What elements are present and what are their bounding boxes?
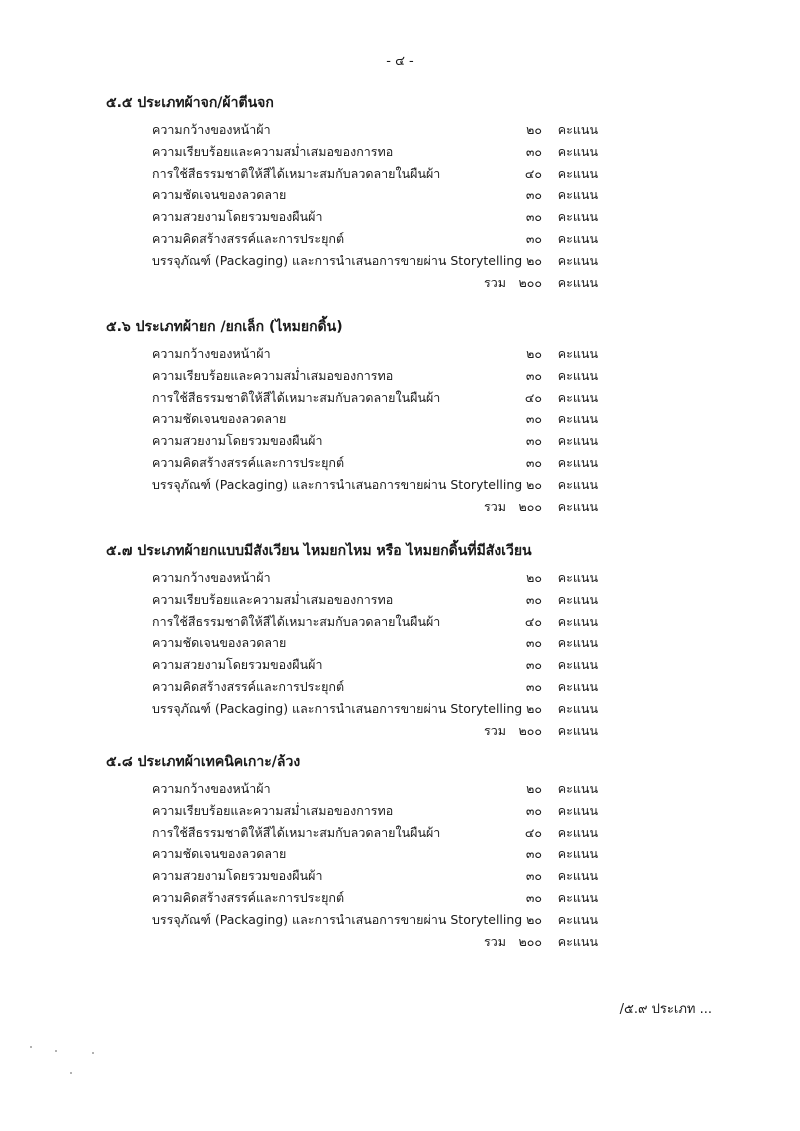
criteria-label: ความคิดสร้างสรรค์และการประยุกต์ bbox=[152, 679, 345, 694]
criteria-row bbox=[152, 164, 598, 184]
criteria-label: ความคิดสร้างสรรค์และการประยุกต์ bbox=[152, 231, 345, 246]
criteria-label: การใช้สีธรรมชาติให้สีได้เหมาะสมกับลวดลายในผืนผ้า bbox=[152, 613, 441, 629]
criteria-score: ๒๐ bbox=[526, 781, 542, 796]
criteria-unit: คะแนน bbox=[557, 802, 598, 818]
criteria-row bbox=[152, 801, 598, 821]
total-label: รวม bbox=[484, 498, 506, 514]
criteria-row bbox=[152, 475, 598, 495]
criteria-unit: คะแนน bbox=[557, 143, 598, 159]
criteria-unit: คะแนน bbox=[557, 570, 598, 585]
criteria-label: ความเรียบร้อยและความสม่ำเสมอของการทอ bbox=[152, 367, 394, 383]
criteria-score: ๒๐ bbox=[526, 570, 542, 585]
total-score: ๒๐๐ bbox=[518, 722, 542, 738]
criteria-label: ความกว้างของหน้าผ้า bbox=[152, 122, 271, 137]
criteria-score: ๓๐ bbox=[525, 868, 542, 884]
criteria-unit: คะแนน bbox=[557, 591, 598, 607]
criteria-label: การใช้สีธรรมชาติให้สีได้เหมาะสมกับลวดลายในผืนผ้า bbox=[152, 389, 441, 405]
criteria-row bbox=[152, 431, 598, 451]
criteria-score: ๒๐ bbox=[526, 476, 542, 492]
criteria-label: ความชัดเจนของลวดลาย bbox=[152, 635, 287, 651]
criteria-row bbox=[152, 120, 598, 140]
criteria-score: ๓๐ bbox=[525, 411, 542, 427]
criteria-label: ความสวยงามโดยรวมของผืนผ้า bbox=[152, 433, 323, 449]
criteria-row bbox=[152, 388, 598, 408]
criteria-unit: คะแนน bbox=[557, 911, 598, 927]
criteria-unit: คะแนน bbox=[557, 890, 598, 905]
criteria-label: ความชัดเจนของลวดลาย bbox=[152, 846, 287, 862]
criteria-row bbox=[152, 779, 598, 799]
criteria-score: ๔๐ bbox=[524, 824, 542, 840]
criteria-label: บรรจุภัณฑ์ (Packaging) และการนำเสนอการขายผ่าน Storytelling bbox=[152, 911, 523, 927]
criteria-row bbox=[152, 844, 598, 864]
criteria-unit: คะแนน bbox=[557, 868, 598, 884]
criteria-score: ๓๐ bbox=[525, 591, 542, 607]
criteria-label: ความสวยงามโดยรวมของผืนผ้า bbox=[152, 657, 323, 673]
criteria-row bbox=[152, 142, 598, 162]
criteria-row bbox=[152, 207, 598, 227]
criteria-unit: คะแนน bbox=[557, 367, 598, 383]
criteria-row bbox=[152, 677, 598, 697]
criteria-score: ๓๐ bbox=[525, 231, 542, 246]
criteria-label: ความคิดสร้างสรรค์และการประยุกต์ bbox=[152, 455, 345, 470]
total-score: ๒๐๐ bbox=[518, 498, 542, 514]
criteria-unit: คะแนน bbox=[557, 231, 598, 246]
criteria-row bbox=[152, 655, 598, 675]
continuation-note: /๕.๙ ประเภท ... bbox=[619, 1002, 712, 1017]
total-unit: คะแนน bbox=[557, 498, 598, 514]
criteria-label: ความกว้างของหน้าผ้า bbox=[152, 570, 271, 585]
page-number: - ๔ - bbox=[386, 54, 414, 69]
criteria-unit: คะแนน bbox=[557, 700, 598, 716]
scan-speck bbox=[92, 1052, 94, 1054]
criteria-label: ความชัดเจนของลวดลาย bbox=[152, 411, 287, 427]
criteria-label: บรรจุภัณฑ์ (Packaging) และการนำเสนอการขายผ่าน Storytelling bbox=[152, 700, 523, 716]
criteria-score: ๓๐ bbox=[525, 209, 542, 225]
criteria-unit: คะแนน bbox=[557, 122, 598, 137]
criteria-score: ๓๐ bbox=[525, 846, 542, 862]
criteria-score: ๒๐ bbox=[526, 700, 542, 716]
criteria-row bbox=[152, 823, 598, 843]
total-unit: คะแนน bbox=[557, 933, 598, 949]
criteria-unit: คะแนน bbox=[557, 165, 598, 181]
criteria-unit: คะแนน bbox=[557, 252, 598, 268]
criteria-row bbox=[152, 590, 598, 610]
criteria-score: ๓๐ bbox=[525, 802, 542, 818]
criteria-unit: คะแนน bbox=[557, 846, 598, 862]
total-unit: คะแนน bbox=[557, 274, 598, 290]
total-row bbox=[152, 497, 598, 517]
criteria-score: ๒๐ bbox=[526, 911, 542, 927]
criteria-row bbox=[152, 366, 598, 386]
criteria-unit: คะแนน bbox=[557, 411, 598, 427]
criteria-row bbox=[152, 409, 598, 429]
total-row bbox=[152, 932, 598, 952]
criteria-score: ๒๐ bbox=[526, 122, 542, 137]
criteria-label: ความสวยงามโดยรวมของผืนผ้า bbox=[152, 209, 323, 225]
criteria-score: ๔๐ bbox=[524, 165, 542, 181]
criteria-score: ๓๐ bbox=[525, 657, 542, 673]
criteria-score: ๓๐ bbox=[525, 187, 542, 203]
criteria-score: ๓๐ bbox=[525, 890, 542, 905]
total-label: รวม bbox=[484, 274, 506, 290]
criteria-row bbox=[152, 568, 598, 588]
criteria-row bbox=[152, 251, 598, 271]
criteria-row bbox=[152, 699, 598, 719]
criteria-label: บรรจุภัณฑ์ (Packaging) และการนำเสนอการขายผ่าน Storytelling bbox=[152, 476, 523, 492]
scan-speck bbox=[30, 1046, 32, 1048]
total-score: ๒๐๐ bbox=[518, 933, 542, 949]
criteria-label: ความเรียบร้อยและความสม่ำเสมอของการทอ bbox=[152, 802, 394, 818]
criteria-unit: คะแนน bbox=[557, 346, 598, 361]
criteria-label: ความกว้างของหน้าผ้า bbox=[152, 346, 271, 361]
criteria-label: บรรจุภัณฑ์ (Packaging) และการนำเสนอการขายผ่าน Storytelling bbox=[152, 252, 523, 268]
total-label: รวม bbox=[484, 933, 506, 949]
scan-speck bbox=[55, 1050, 57, 1052]
section-heading: ๕.๖ ประเภทผ้ายก /ยกเล็ก (ไหมยกดิ้น) bbox=[106, 319, 343, 335]
criteria-label: ความสวยงามโดยรวมของผืนผ้า bbox=[152, 868, 323, 884]
criteria-unit: คะแนน bbox=[557, 389, 598, 405]
section-heading: ๕.๗ ประเภทผ้ายกแบบมีสังเวียน ไหมยกไหม หรือ ไหมยกดิ้นที่มีสังเวียน bbox=[106, 543, 532, 559]
criteria-label: ความเรียบร้อยและความสม่ำเสมอของการทอ bbox=[152, 143, 394, 159]
criteria-row bbox=[152, 888, 598, 908]
total-score: ๒๐๐ bbox=[518, 274, 542, 290]
total-unit: คะแนน bbox=[557, 722, 598, 738]
criteria-unit: คะแนน bbox=[557, 209, 598, 225]
criteria-score: ๓๐ bbox=[525, 679, 542, 694]
criteria-unit: คะแนน bbox=[557, 433, 598, 449]
criteria-score: ๔๐ bbox=[524, 613, 542, 629]
criteria-score: ๒๐ bbox=[526, 346, 542, 361]
criteria-label: ความเรียบร้อยและความสม่ำเสมอของการทอ bbox=[152, 591, 394, 607]
criteria-label: ความกว้างของหน้าผ้า bbox=[152, 781, 271, 796]
criteria-unit: คะแนน bbox=[557, 476, 598, 492]
criteria-unit: คะแนน bbox=[557, 824, 598, 840]
criteria-unit: คะแนน bbox=[557, 679, 598, 694]
criteria-unit: คะแนน bbox=[557, 635, 598, 651]
scan-speck bbox=[70, 1072, 72, 1074]
criteria-row bbox=[152, 453, 598, 473]
criteria-row bbox=[152, 229, 598, 249]
criteria-row bbox=[152, 633, 598, 653]
criteria-label: การใช้สีธรรมชาติให้สีได้เหมาะสมกับลวดลายในผืนผ้า bbox=[152, 165, 441, 181]
total-label: รวม bbox=[484, 722, 506, 738]
criteria-score: ๒๐ bbox=[526, 252, 542, 268]
criteria-score: ๓๐ bbox=[525, 635, 542, 651]
criteria-label: ความคิดสร้างสรรค์และการประยุกต์ bbox=[152, 890, 345, 905]
criteria-score: ๓๐ bbox=[525, 143, 542, 159]
criteria-row bbox=[152, 866, 598, 886]
criteria-unit: คะแนน bbox=[557, 781, 598, 796]
criteria-unit: คะแนน bbox=[557, 455, 598, 470]
criteria-row bbox=[152, 910, 598, 930]
total-row bbox=[152, 721, 598, 741]
criteria-score: ๓๐ bbox=[525, 455, 542, 470]
criteria-unit: คะแนน bbox=[557, 187, 598, 203]
section-heading: ๕.๕ ประเภทผ้าจก/ผ้าตีนจก bbox=[106, 95, 274, 111]
criteria-row bbox=[152, 344, 598, 364]
criteria-unit: คะแนน bbox=[557, 657, 598, 673]
criteria-row bbox=[152, 185, 598, 205]
section-heading: ๕.๘ ประเภทผ้าเทคนิคเกาะ/ล้วง bbox=[106, 754, 301, 770]
criteria-unit: คะแนน bbox=[557, 613, 598, 629]
criteria-label: ความชัดเจนของลวดลาย bbox=[152, 187, 287, 203]
total-row bbox=[152, 273, 598, 293]
criteria-label: การใช้สีธรรมชาติให้สีได้เหมาะสมกับลวดลายในผืนผ้า bbox=[152, 824, 441, 840]
criteria-score: ๓๐ bbox=[525, 433, 542, 449]
criteria-score: ๔๐ bbox=[524, 389, 542, 405]
criteria-score: ๓๐ bbox=[525, 367, 542, 383]
criteria-row bbox=[152, 612, 598, 632]
